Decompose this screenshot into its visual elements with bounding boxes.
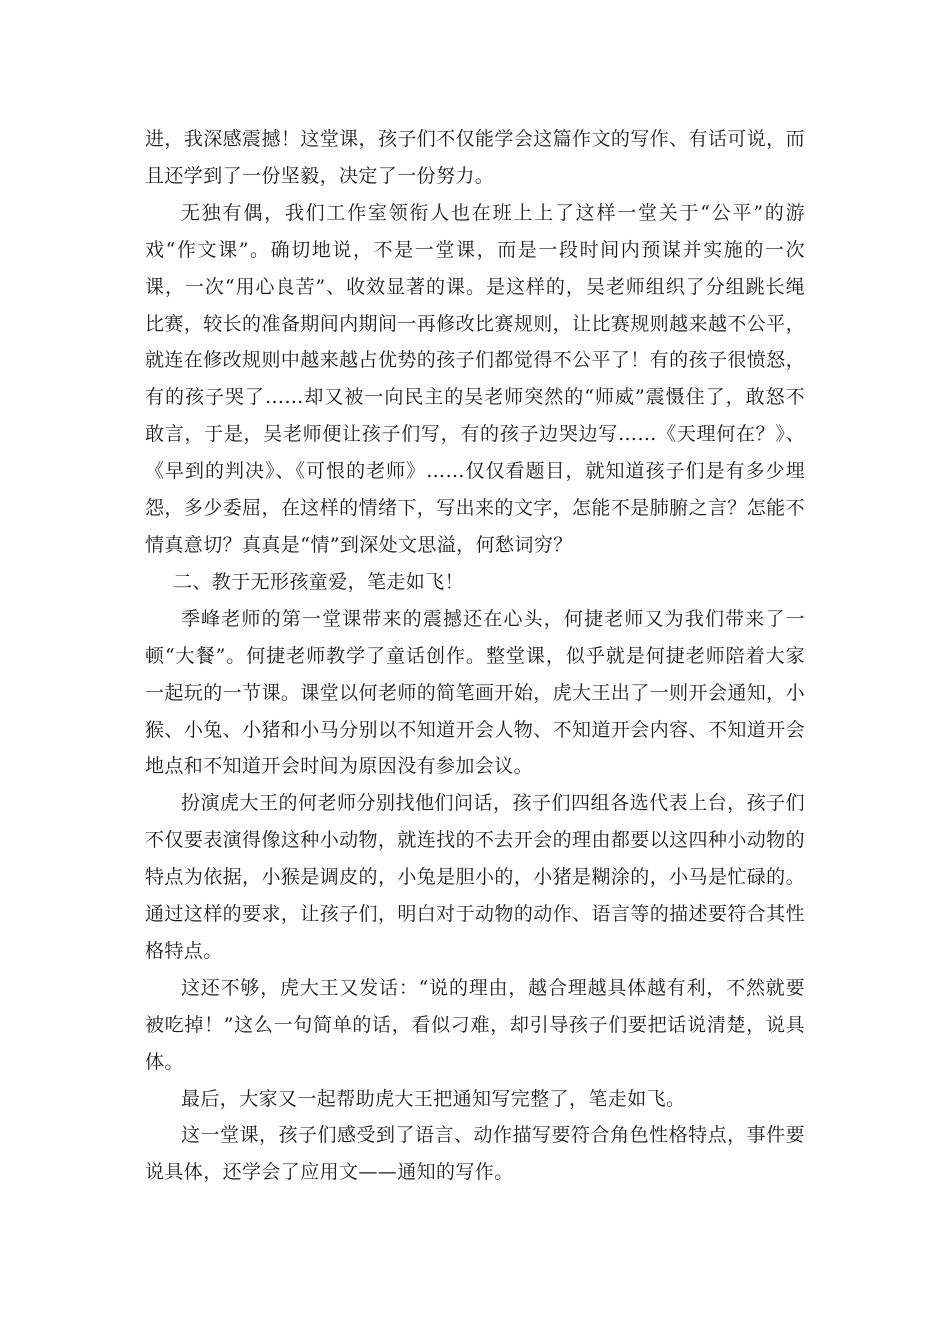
paragraph-role-play: 扮演虎大王的何老师分别找他们问话，孩子们四组各选代表上台，孩子们不仅要表演得像这种小动物，就连找的不去开会的理由都要以这四种小动物的特点为依据，小猴是调皮的，小兔是胆小的，小猪是糊涂的，小马是忙碌的。通过这样的要求，让孩子们，明白对于动物的动作、语言等的描述要符合其性格特点。 — [145, 792, 805, 962]
paragraph-continuation: 进，我深感震撼！这堂课，孩子们不仅能学会这篇作文的写作、有话可说，而且还学到了一份坚毅，决定了一份努力。 — [145, 128, 805, 187]
paragraph-hejie-lesson: 季峰老师的第一堂课带来的震撼还在心头，何捷老师又为我们带来了一顿“大餐”。何捷老师教学了童话创作。整堂课，似乎就是何捷老师陪着大家一起玩的一节课。课堂以何老师的简笔画开始，虎大王出了一则开会通知，小猴、小兔、小猪和小马分别以不知道开会人物、不知道开会内容、不知道开会地点和不知道开会时间为原因没有参加会议。 — [145, 607, 805, 778]
section-heading-2: 二、教于无形孩童爱，笔走如飞！ — [173, 570, 465, 593]
paragraph-tiger-speech: 这还不够，虎大王又发话：“说的理由，越合理越具体越有利，不然就要被吃掉！”这么一句简单的话，看似刁难，却引导孩子们要把话说清楚，说具体。 — [145, 976, 805, 1073]
paragraph-fairness-lesson: 无独有偶，我们工作室领衔人也在班上上了这样一堂关于“公平”的游戏“作文课”。确切地说，不是一堂课，而是一段时间内预谋并实施的一次课，一次“用心良苦”、收效显著的课。是这样的，吴老师组织了分组跳长绳比赛，较长的准备期间内期间一再修改比赛规则，让比赛规则越来越不公平，就连在修改规则中越来越占优势的孩子们都觉得不公平了！有的孩子很愤怒，有的孩子哭了……却又被一向民主的吴老师突然的“师威”震慑住了，敢怒不敢言，于是，吴老师便让孩子们写，有的孩子边哭边写……《天理何在？》、《早到的判决》、《可恨的老师》……仅仅看题目，就知道孩子们是有多少埋怨，多少委屈，在这样的情绪下，写出来的文字，怎能不是肺腑之言？怎能不情真意切？真真是“情”到深处文思溢，何愁词穷？ — [145, 201, 805, 556]
paragraph-summary: 这一堂课，孩子们感受到了语言、动作描写要符合角色性格特点，事件要说具体，还学会了应用文——通知的写作。 — [145, 1124, 805, 1184]
paragraph-finish-notice: 最后，大家又一起帮助虎大王把通知写完整了，笔走如飞。 — [181, 1087, 686, 1110]
document-page — [145, 121, 805, 1191]
